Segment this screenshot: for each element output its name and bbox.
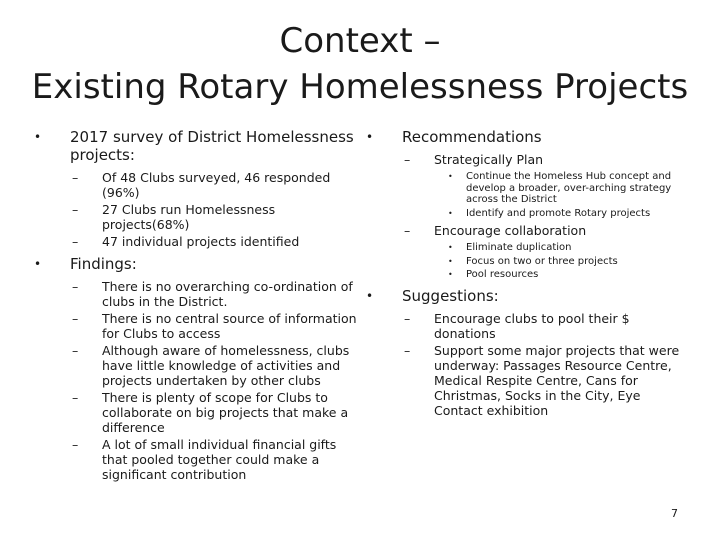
strategic-plan-item: – Strategically Plan • Continue the Homeless Hub concept and develop a broader, over-arching strategy across the District • Identify and promote Rotary projects (402, 152, 690, 219)
survey-list (70, 170, 358, 249)
list-item: • Pool resources (448, 269, 539, 280)
list-item: • Continue the Homeless Hub concept and develop a broader, over-arching strategy across the District (448, 171, 672, 205)
dash-icon: – (404, 342, 411, 358)
dash-icon: – (72, 390, 79, 405)
list-item: • Eliminate duplication (448, 242, 572, 253)
suggestions-list (402, 311, 690, 418)
dash-icon: – (404, 310, 411, 326)
dash-icon: – (72, 202, 79, 217)
slide-title (0, 18, 720, 110)
survey-heading: 2017 survey of District Homelessness projects: (70, 128, 354, 164)
page-number: 7 (671, 507, 678, 520)
findings-heading: Findings: (70, 255, 137, 273)
bullet-dot-icon: • (448, 256, 453, 266)
findings-bullet (28, 255, 358, 482)
suggestions-bullet (360, 287, 690, 418)
list-item: – Support some major projects that were underway: Passages Resource Centre, Medical Respite Centre, Cans for Christmas, Socks in the City, Eye Contact exhibition (404, 342, 680, 418)
recommendations-bullet (360, 128, 690, 281)
dash-icon: – (72, 234, 79, 249)
suggestions-heading: Suggestions: (402, 286, 499, 305)
list-item: – Of 48 Clubs surveyed, 46 responded (96%) (72, 170, 331, 200)
bullet-dot-icon: • (366, 130, 374, 144)
strategic-plan-list (434, 171, 690, 219)
list-item: • Identify and promote Rotary projects (448, 207, 651, 219)
list-item: – Encourage clubs to pool their $ donations (404, 310, 630, 341)
bullet-dot-icon: • (366, 288, 374, 303)
recommendations-list (402, 152, 690, 281)
dash-icon: – (404, 223, 411, 238)
list-item: – There is plenty of scope for Clubs to collaborate on big projects that make a difference (72, 390, 349, 435)
survey-bullet (28, 128, 358, 249)
bullet-dot-icon: • (448, 243, 453, 252)
bullet-dot-icon: • (34, 130, 42, 144)
dash-icon: – (72, 437, 79, 452)
list-item: – There is no overarching co-ordination of clubs in the District. (72, 279, 353, 309)
dash-icon: – (72, 343, 79, 358)
list-item: – 47 individual projects identified (72, 234, 300, 249)
dash-icon: – (72, 170, 79, 185)
list-item: – There is no central source of information for Clubs to access (72, 311, 357, 341)
right-column (360, 128, 690, 424)
title-line-2: Existing Rotary Homelessness Projects (31, 67, 689, 107)
recommendations-heading: Recommendations (402, 128, 542, 146)
list-item: • Focus on two or three projects (448, 255, 618, 267)
dash-icon: – (72, 311, 79, 326)
list-item: – 27 Clubs run Homelessness projects(68%) (72, 202, 276, 232)
left-column (28, 128, 358, 488)
bullet-dot-icon: • (448, 270, 453, 279)
collaboration-item: – Encourage collaboration • Eliminate duplication • Focus on two or three projects • Pool resources (402, 223, 690, 281)
findings-list (70, 279, 358, 482)
dash-icon: – (72, 279, 79, 294)
title-line-1: Context – (279, 21, 441, 61)
collaboration-list (434, 242, 690, 281)
list-item: – A lot of small individual financial gifts that pooled together could make a significant contribution (72, 437, 337, 482)
bullet-dot-icon: • (34, 257, 42, 271)
dash-icon: – (404, 152, 411, 167)
list-item: – Although aware of homelessness, clubs have little knowledge of activities and projects undertaken by other clubs (72, 343, 350, 388)
bullet-dot-icon: • (448, 172, 453, 181)
bullet-dot-icon: • (448, 208, 453, 218)
